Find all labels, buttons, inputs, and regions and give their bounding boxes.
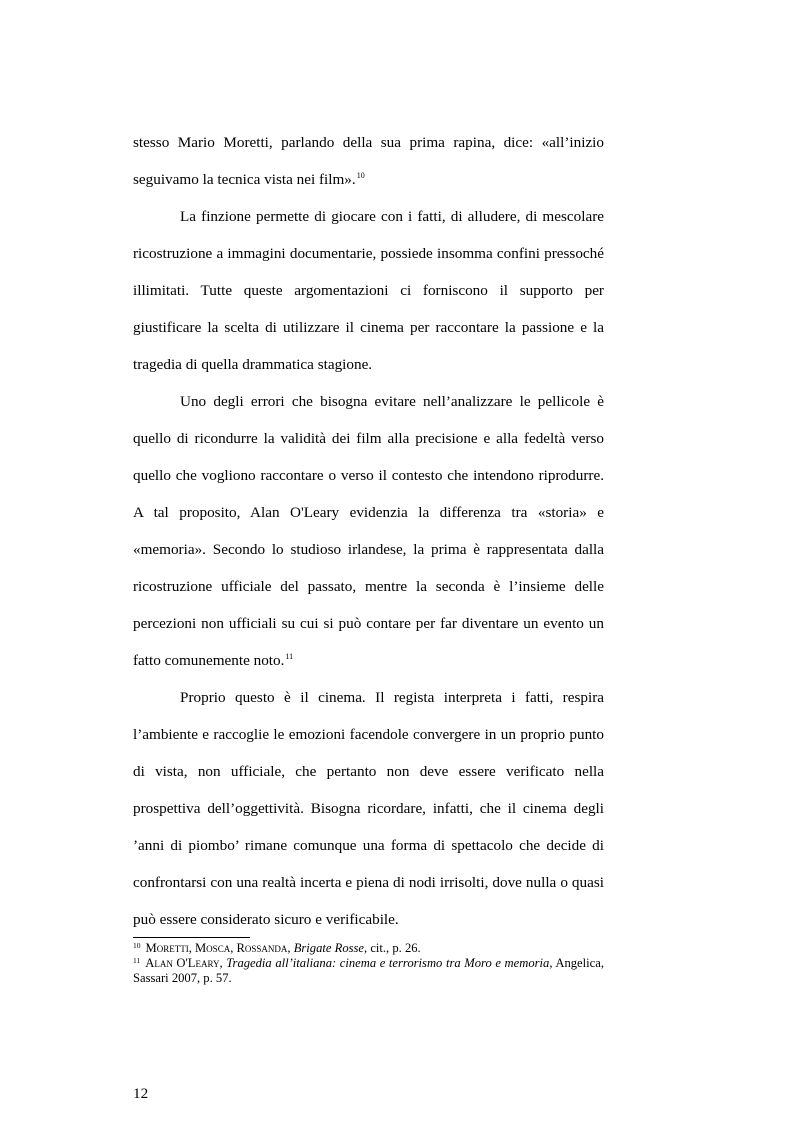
paragraph-3 — [133, 383, 604, 679]
footnote-rest: , cit., p. 26. — [364, 941, 421, 955]
footnote-rest: , Angelica, Sassari 2007, p. 57. — [133, 956, 604, 985]
paragraph-2: La finzione permette di giocare con i fatti, di alludere, di mescolare ricostruzione a immagini documentarie, possiede insomma confini pressoché illimitati. Tutte queste argomentazioni ci forniscono il supporto per giustificare la scelta di utilizzare il cinema per raccontare la passione e la tragedia di quella drammatica stagione. — [133, 208, 604, 373]
footnote-11: $^{11}$ Alan O'Leary, Tragedia all’italiana: cinema e terrorismo tra Moro e memoria, Angelica, Sassari 2007, p. 57. — [133, 956, 604, 985]
paragraph-3-text: Uno degli errori che bisogna evitare nell’analizzare le pellicole è quello di ricondurre la validità dei film alla precisione e alla fedeltà verso quello che vogliono raccontare o verso il contesto che intendono riprodurre. A tal proposito, Alan O'Leary evidenzia la differenza tra «storia» e «memoria». Secondo lo studioso irlandese, la prima è rappresentata dalla ricostruzione ufficiale del passato, mentre la seconda è l’insieme delle percezioni non ufficiali su cui si può contare per far diventare un evento un fatto comunemente noto. — [133, 393, 604, 669]
footnote-10: $^{10}$ Moretti, Mosca, Rossanda, Brigate Rosse, cit., p. 26. — [133, 941, 421, 955]
footnote-author: Alan O'Leary — [145, 956, 220, 970]
footnotes — [133, 941, 604, 986]
footnote-authors: Moretti, Mosca, Rossanda — [145, 941, 288, 955]
footnote-ref-11[interactable]: 11 — [285, 652, 294, 661]
footnote-ref-10[interactable]: 10 — [356, 171, 365, 180]
page-number: 12 — [133, 1085, 149, 1102]
footnote-number: 11 — [133, 956, 141, 965]
paragraph-4: Proprio questo è il cinema. Il regista interpreta i fatti, respira l’ambiente e raccoglie le emozioni facendole convergere in un proprio punto di vista, non ufficiale, che pertanto non deve essere verificato nella prospettiva dell’oggettività. Bisogna ricordare, infatti, che il cinema degli ’anni di piombo’ rimane comunque una forma di spettacolo che decide di confrontarsi con una realtà incerta e piena di nodi irrisolti, dove nulla o quasi può essere considerato sicuro e verificabile. — [133, 689, 604, 928]
footnote-separator — [133, 937, 250, 938]
page-body — [133, 124, 604, 938]
paragraph-1-text: stesso Mario Moretti, parlando della sua prima rapina, dice: «all’inizio seguivamo la tecnica vista nei film». — [133, 134, 604, 188]
footnote-title: Brigate Rosse — [293, 941, 365, 955]
paragraph-1 — [133, 124, 604, 198]
footnote-number: 10 — [133, 941, 141, 950]
footnote-title: Tragedia all’italiana: cinema e terrorismo tra Moro e memoria — [226, 956, 550, 970]
